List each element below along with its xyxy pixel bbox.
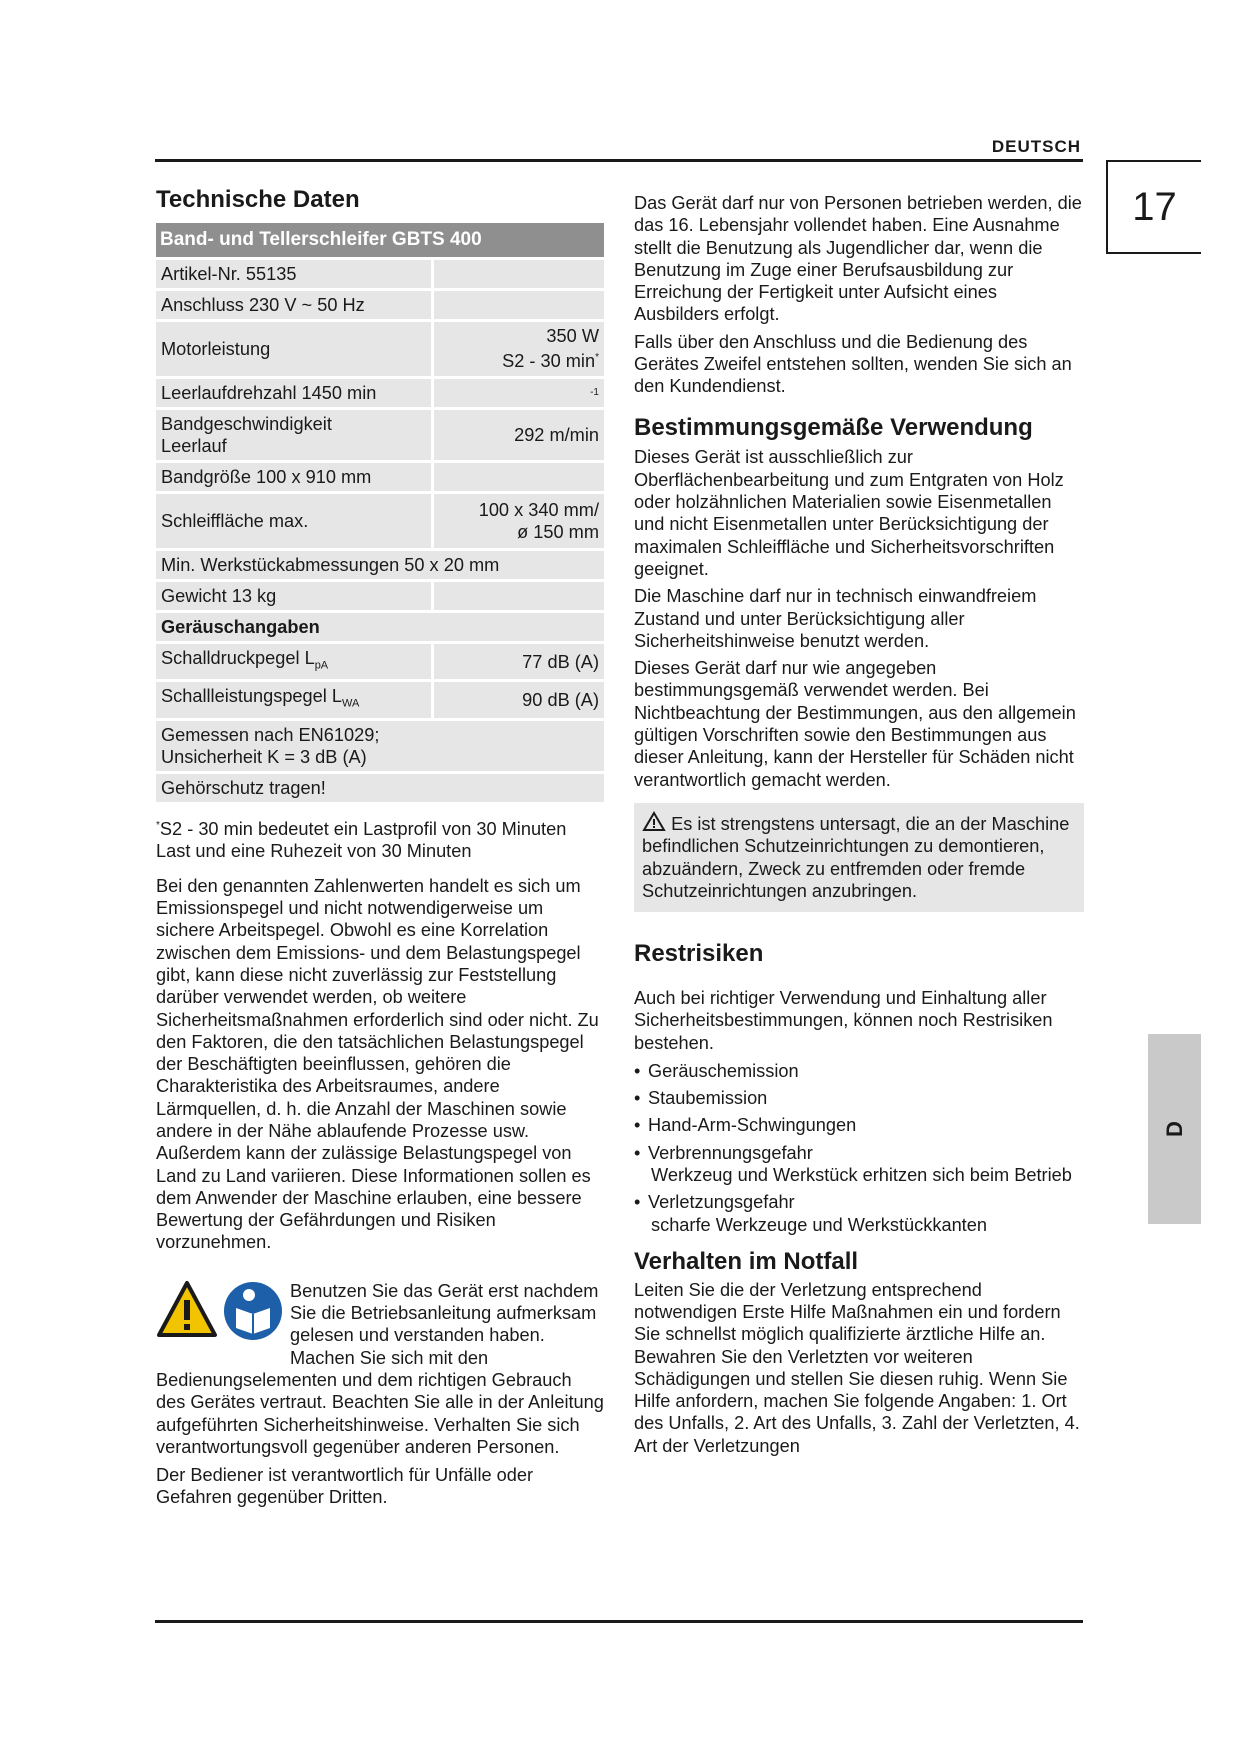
usage-title: Bestimmungsgemäße Verwendung: [634, 413, 1033, 441]
list-item: • Verbrennungsgefahr Werkzeug und Werkstück erhitzen sich beim Betrieb: [634, 1142, 1072, 1185]
table-row: Anschluss 230 V ~ 50 Hz: [156, 289, 604, 320]
list-item: • Staubemission: [634, 1088, 768, 1109]
table-row: Schalldruckpegel $L_{pA}$ 77 dB (A): [156, 642, 604, 681]
list-item: • Verletzungsgefahr scharfe Werkzeuge und Werkstückkanten: [634, 1192, 987, 1235]
risks-intro: Auch bei richtiger Verwendung und Einhaltung aller Sicherheitsbestimmungen, können noch Restrisiken bestehen.: [634, 987, 1053, 1053]
top-rule: [155, 159, 1083, 162]
spec-table-heading: Band- und Tellerschleifer GBTS 400: [156, 223, 604, 259]
risks-title: Restrisiken: [634, 940, 764, 968]
table-row: Leerlaufdrehzahl 1450 min -1: [156, 377, 604, 408]
warning-text: Es ist strengstens untersagt, die an der Maschine befindlichen Schutzeinrichtungen zu demontieren, abzuändern, Zweck zu entfremden oder fremde Schutzeinrichtungen anzubringen.: [642, 813, 1070, 901]
warning-box: [634, 803, 1084, 912]
list-item: • Hand-Arm-Schwingungen: [634, 1115, 857, 1136]
side-tab: [1148, 1034, 1201, 1224]
emission-text: Bei den genannten Zahlenwerten handelt es sich um Emissionspegel und nicht notwendigerweise um sichere Arbeitspegel. Obwohl es eine Korrelation zwischen dem Emissions- und dem Belastungspegel gibt, kann diese nicht zuverlässig zur Feststellung darüber verwendet werden, ob weitere Sicherheitsmaßnahmen erforderlich sind oder nicht. Zu den Faktoren, die den tatsächlichen Belastungspegel der Beschäftigten beeinflussen, gehören die Charakteristika des Arbeitsraumes, andere Lärmquellen, d. h. die Anzahl der Maschinen sowie andere in der Nähe ablaufende Prozesse usw. Außerdem kann der zulässige Belastungspegel von Land zu Land variieren. Diese Informationen sollen es dem Anwender der Maschine erlauben, eine bessere Bewertung der Gefährdungen und Risiken vorzunehmen.: [156, 875, 599, 1253]
language-label: DEUTSCH: [991, 137, 1081, 156]
intro-text-1: Das Gerät darf nur von Personen betrieben werden, die das 16. Lebensjahr vollendet haben. Eine Ausnahme stellt die Benutzung als Jugendlicher dar, wenn die Benutzung im Zuge einer Berufsausbildung zur Erreichung der Fertigkeit unter Aufsicht eines Ausbilders erfolgt.: [634, 193, 1082, 325]
table-row: Bandgröße 100 x 910 mm: [156, 461, 604, 492]
emergency-text: Leiten Sie die der Verletzung entsprechend notwendigen Erste Hilfe Maßnahmen ein und fordern Sie schnellst möglich qualifizierte ärztliche Hilfe an. Bewahren Sie den Verletzten vor weiteren Schädigungen und stellen Sie diesen ruhig. Wenn Sie Hilfe anfordern, machen Sie folgende Angaben: 1. Ort des Unfalls, 2. Art des Unfalls, 3. Zahl der Verletzten, 4. Art der Verletzungen: [634, 1279, 1080, 1456]
usage-text-1: Dieses Gerät ist ausschließlich zur Oberflächenbearbeitung und zum Entgraten von Holz oder holzähnlichen Materialien sowie Eisenmetallen und nicht Eisenmetallen unter Berücksichtigung der maximalen Schleiffläche und Sicherheitsvorschriften geeignet.: [634, 447, 1064, 579]
table-row: Bandgeschwindigkeit Leerlauf 292 m/min: [156, 408, 604, 461]
risks-list: [634, 1060, 1084, 1236]
right-column: [634, 192, 1084, 1457]
manual-notice: [156, 1280, 604, 1458]
left-column: [156, 186, 604, 1509]
table-row: Artikel-Nr. 55135: [156, 258, 604, 289]
emergency-title: Verhalten im Notfall: [634, 1247, 859, 1275]
warning-triangle-icon: [156, 1280, 218, 1338]
spec-table: [156, 223, 604, 805]
table-row: Min. Werkstückabmessungen 50 x 20 mm: [156, 549, 604, 580]
usage-text-3: Dieses Gerät darf nur wie angegeben bestimmungsgemäß verwendet werden. Bei Nichtbeachtung der Bestimmungen, aus den allgemein gültigen Vorschriften sowie den Bestimmungen aus dieser Anleitung, kann der Hersteller für Schäden nicht verantwortlich gemacht werden.: [634, 658, 1076, 790]
table-row: Gehörschutz tragen!: [156, 773, 604, 804]
list-item: • Geräuschemission: [634, 1060, 799, 1081]
table-row: [156, 611, 604, 642]
usage-text-2: Die Maschine darf nur in technisch einwandfreiem Zustand und unter Berücksichtigung aller Sicherheitshinweise benutzt werden.: [634, 586, 1037, 651]
read-manual-icon: [222, 1280, 284, 1342]
table-row: Motorleistung 350 W S2 - 30 min*: [156, 320, 604, 377]
page-number: 17: [1106, 160, 1201, 254]
tech-data-title: Technische Daten: [156, 186, 360, 213]
table-row: Gewicht 13 kg: [156, 580, 604, 611]
table-row: Schleiffläche max. 100 x 340 mm/ ø 150 mm: [156, 492, 604, 549]
table-row: Schallleistungspegel $L_{WA}$ 90 dB (A): [156, 681, 604, 720]
manual-text: Benutzen Sie das Gerät erst nachdem Sie die Betriebsanleitung aufmerksam gelesen und verstanden haben. Machen Sie sich mit den Bedienungselementen und dem richtigen Gebrauch des Gerätes vertraut. Beachten Sie alle in der Anleitung aufgeführten Sicherheitshinweise. Verhalten Sie sich verantwortungsvoll gegenüber anderen Personen.: [156, 1280, 604, 1457]
footnote: *S2 - 30 min bedeutet ein Lastprofil von 30 Minuten Last und eine Ruhezeit von 30 Minuten: [156, 819, 567, 862]
noise-heading: Geräuschangaben: [156, 611, 604, 642]
table-row: Gemessen nach EN61029; Unsicherheit K = 3 dB (A): [156, 720, 604, 773]
bottom-rule: [155, 1620, 1083, 1623]
intro-text-2: Falls über den Anschluss und die Bedienung des Gerätes Zweifel entstehen sollten, wenden Sie sich an den Kundendienst.: [634, 331, 1072, 397]
operator-text: Der Bediener ist verantwortlich für Unfälle oder Gefahren gegenüber Dritten.: [156, 1465, 534, 1508]
small-warning-icon: [642, 811, 666, 832]
side-tab-label: D: [1161, 1121, 1187, 1137]
